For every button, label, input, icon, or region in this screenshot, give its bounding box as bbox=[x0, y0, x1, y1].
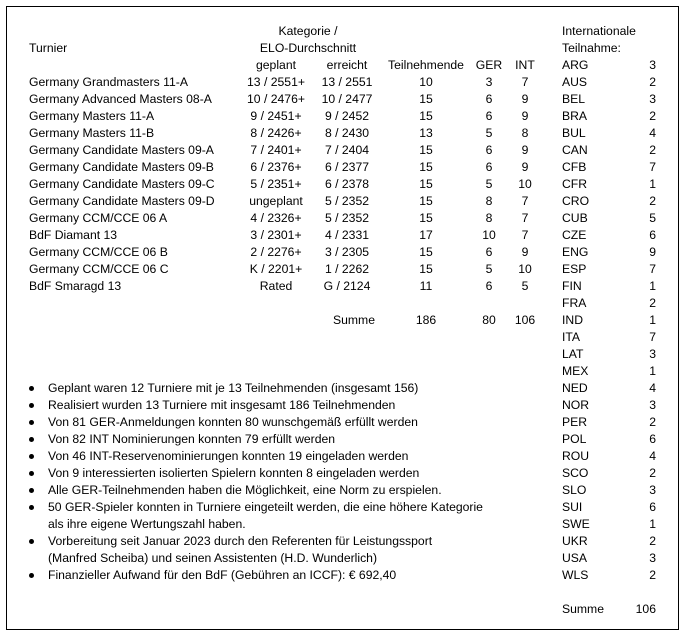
tournament-int: 9 bbox=[521, 109, 529, 123]
tournament-ger: 6 bbox=[485, 160, 493, 174]
bullet-icon bbox=[29, 471, 34, 476]
note-text: Finanzieller Aufwand für den BdF (Gebühren an ICCF): € 692,40 bbox=[48, 568, 397, 582]
tournament-geplant: 7 / 2401+ bbox=[250, 143, 302, 157]
tournament-erreicht: 13 / 2551 bbox=[321, 75, 373, 89]
country-code: CAN bbox=[562, 143, 588, 157]
tournament-erreicht: 6 / 2377 bbox=[324, 160, 370, 174]
tournament-geplant: ungeplant bbox=[249, 194, 303, 208]
country-count: 1 bbox=[649, 364, 656, 378]
tournament-name: Germany Masters 11-B bbox=[29, 126, 155, 140]
tournament-teilnehmende: 15 bbox=[419, 92, 433, 106]
country-code: UKR bbox=[562, 534, 588, 548]
country-code: NED bbox=[562, 381, 588, 395]
country-count: 3 bbox=[649, 483, 656, 497]
header-ger: GER bbox=[475, 58, 503, 72]
country-code: CUB bbox=[562, 211, 588, 225]
country-count: 1 bbox=[649, 279, 656, 293]
tournament-ger: 3 bbox=[485, 75, 493, 89]
tournament-teilnehmende: 11 bbox=[419, 279, 433, 293]
country-count: 2 bbox=[649, 415, 656, 429]
country-code: FRA bbox=[562, 296, 587, 310]
tournament-teilnehmende: 15 bbox=[419, 211, 433, 225]
country-code: WLS bbox=[562, 568, 589, 582]
note-text: Von 81 GER-Anmeldungen konnten 80 wunschgemäß erfüllt werden bbox=[48, 415, 418, 429]
summe-ger: 80 bbox=[482, 313, 496, 327]
tournament-geplant: 3 / 2301+ bbox=[250, 228, 302, 242]
tournament-int: 10 bbox=[518, 262, 532, 276]
country-code: CFB bbox=[562, 160, 587, 174]
tournament-name: Germany Candidate Masters 09-D bbox=[29, 194, 215, 208]
tournament-teilnehmende: 15 bbox=[419, 160, 433, 174]
country-code: CRO bbox=[562, 194, 590, 208]
tournament-ger: 8 bbox=[485, 194, 493, 208]
country-code: USA bbox=[562, 551, 588, 565]
tournament-teilnehmende: 17 bbox=[419, 228, 433, 242]
tournament-erreicht: 6 / 2378 bbox=[324, 177, 370, 191]
tournament-teilnehmende: 15 bbox=[419, 194, 433, 208]
country-count: 6 bbox=[649, 500, 656, 514]
country-code: MEX bbox=[562, 364, 589, 378]
tournament-ger: 6 bbox=[485, 143, 493, 157]
tournament-int: 9 bbox=[521, 245, 529, 259]
country-count: 2 bbox=[649, 109, 656, 123]
country-code: BUL bbox=[562, 126, 586, 140]
bullet-icon bbox=[29, 573, 34, 578]
tournament-name: Germany Candidate Masters 09-C bbox=[29, 177, 215, 191]
country-count: 7 bbox=[649, 262, 656, 276]
tournament-int: 9 bbox=[521, 92, 529, 106]
country-count: 2 bbox=[649, 75, 656, 89]
tournament-erreicht: 10 / 2477 bbox=[321, 92, 373, 106]
tournament-name: BdF Diamant 13 bbox=[29, 228, 118, 242]
tournament-geplant: 8 / 2426+ bbox=[250, 126, 302, 140]
country-code: ARG bbox=[562, 58, 589, 72]
country-count: 2 bbox=[649, 296, 656, 310]
country-code: BRA bbox=[562, 109, 588, 123]
country-count: 2 bbox=[649, 568, 656, 582]
tournament-name: Germany Grandmasters 11-A bbox=[29, 75, 188, 89]
tournament-geplant: 4 / 2326+ bbox=[250, 211, 302, 225]
tournament-int: 9 bbox=[521, 160, 529, 174]
note-text: Von 82 INT Nominierungen konnten 79 erfüllt werden bbox=[48, 432, 336, 446]
header-intl-line2: Teilnahme: bbox=[562, 41, 621, 55]
tournament-teilnehmende: 15 bbox=[419, 177, 433, 191]
tournament-erreicht: 4 / 2331 bbox=[324, 228, 370, 242]
tournament-geplant: 13 / 2551+ bbox=[247, 75, 305, 89]
country-count: 2 bbox=[649, 194, 656, 208]
tournament-int: 10 bbox=[518, 177, 532, 191]
tournament-name: Germany Candidate Masters 09-A bbox=[29, 143, 214, 157]
tournament-ger: 6 bbox=[485, 109, 493, 123]
tournament-teilnehmende: 15 bbox=[419, 109, 433, 123]
tournament-geplant: 9 / 2451+ bbox=[250, 109, 302, 123]
tournament-int: 7 bbox=[521, 75, 529, 89]
country-code: FIN bbox=[562, 279, 582, 293]
bullet-icon bbox=[29, 403, 34, 408]
countries-total-label: Summe bbox=[562, 602, 604, 616]
bullet-icon bbox=[29, 386, 34, 391]
bullet-icon bbox=[29, 420, 34, 425]
country-count: 3 bbox=[649, 398, 656, 412]
tournament-erreicht: 3 / 2305 bbox=[324, 245, 370, 259]
tournament-ger: 6 bbox=[485, 92, 493, 106]
tournament-ger: 10 bbox=[482, 228, 496, 242]
note-text: Geplant waren 12 Turniere mit je 13 Teilnehmenden (insgesamt 156) bbox=[48, 381, 419, 395]
country-count: 1 bbox=[649, 313, 656, 327]
country-count: 4 bbox=[649, 449, 656, 463]
bullet-icon bbox=[29, 454, 34, 459]
tournament-ger: 8 bbox=[485, 211, 493, 225]
tournament-int: 5 bbox=[521, 279, 529, 293]
header-int: INT bbox=[515, 58, 535, 72]
countries-total-value: 106 bbox=[635, 602, 656, 616]
tournament-teilnehmende: 10 bbox=[419, 75, 433, 89]
note-text: als ihre eigene Wertungszahl haben. bbox=[48, 517, 246, 531]
bullet-icon bbox=[29, 488, 34, 493]
header-turnier: Turnier bbox=[29, 41, 68, 55]
tournament-erreicht: 7 / 2404 bbox=[324, 143, 370, 157]
country-code: ESP bbox=[562, 262, 587, 276]
tournament-int: 7 bbox=[521, 211, 529, 225]
country-count: 3 bbox=[649, 347, 656, 361]
country-count: 1 bbox=[649, 177, 656, 191]
tournament-name: BdF Smaragd 13 bbox=[29, 279, 122, 293]
tournament-ger: 5 bbox=[485, 262, 493, 276]
country-count: 3 bbox=[649, 92, 656, 106]
country-count: 4 bbox=[649, 381, 656, 395]
note-text: Alle GER-Teilnehmenden haben die Möglichkeit, eine Norm zu erspielen. bbox=[48, 483, 442, 497]
country-code: NOR bbox=[562, 398, 590, 412]
tournament-teilnehmende: 15 bbox=[419, 143, 433, 157]
note-text: 50 GER-Spieler konnten in Turniere eingeteilt werden, die eine höhere Kategorie bbox=[48, 500, 483, 514]
bullet-icon bbox=[29, 505, 34, 510]
country-count: 7 bbox=[649, 160, 656, 174]
country-count: 6 bbox=[649, 432, 656, 446]
country-code: SWE bbox=[562, 517, 590, 531]
header-teilnehmende: Teilnehmende bbox=[388, 58, 464, 72]
tournament-int: 7 bbox=[521, 194, 529, 208]
country-code: SLO bbox=[562, 483, 587, 497]
tournament-geplant: Rated bbox=[259, 279, 293, 293]
tournament-geplant: K / 2201+ bbox=[249, 262, 303, 276]
country-count: 1 bbox=[649, 517, 656, 531]
country-code: ROU bbox=[562, 449, 590, 463]
tournament-ger: 5 bbox=[485, 177, 493, 191]
note-text: Vorbereitung seit Januar 2023 durch den Referenten für Leistungssport bbox=[48, 534, 433, 548]
tournament-erreicht: G / 2124 bbox=[323, 279, 371, 293]
country-count: 2 bbox=[649, 143, 656, 157]
summe-teilnehmende: 186 bbox=[415, 313, 437, 327]
country-count: 6 bbox=[649, 228, 656, 242]
summe-int: 106 bbox=[514, 313, 536, 327]
country-code: BEL bbox=[562, 92, 586, 106]
header-kategorie-line2: ELO-Durchschnitt bbox=[259, 41, 357, 55]
bullet-icon bbox=[29, 437, 34, 442]
country-count: 4 bbox=[649, 126, 656, 140]
country-count: 3 bbox=[649, 58, 656, 72]
country-count: 7 bbox=[649, 330, 656, 344]
tournament-ger: 6 bbox=[485, 279, 493, 293]
tournament-teilnehmende: 13 bbox=[419, 126, 433, 140]
tournament-erreicht: 8 / 2430 bbox=[324, 126, 370, 140]
tournament-erreicht: 5 / 2352 bbox=[324, 211, 370, 225]
tournament-geplant: 2 / 2276+ bbox=[250, 245, 302, 259]
note-text: (Manfred Scheiba) und seinen Assistenten (H.D. Wunderlich) bbox=[48, 551, 377, 565]
tournament-ger: 5 bbox=[485, 126, 493, 140]
note-text: Von 46 INT-Reservenominierungen konnten 19 eingeladen werden bbox=[48, 449, 409, 463]
country-code: CFR bbox=[562, 177, 588, 191]
country-code: ENG bbox=[562, 245, 589, 259]
header-kategorie-line1: Kategorie / bbox=[278, 24, 338, 38]
summe-label: Summe bbox=[333, 313, 375, 327]
tournament-name: Germany CCM/CCE 06 A bbox=[29, 211, 168, 225]
tournament-ger: 6 bbox=[485, 245, 493, 259]
tournament-teilnehmende: 15 bbox=[419, 262, 433, 276]
tournament-name: Germany Masters 11-A bbox=[29, 109, 155, 123]
country-code: SCO bbox=[562, 466, 589, 480]
country-count: 9 bbox=[649, 245, 656, 259]
bullet-icon bbox=[29, 539, 34, 544]
tournament-geplant: 6 / 2376+ bbox=[250, 160, 302, 174]
country-count: 3 bbox=[649, 551, 656, 565]
country-code: LAT bbox=[562, 347, 584, 361]
tournament-geplant: 10 / 2476+ bbox=[247, 92, 305, 106]
tournament-erreicht: 1 / 2262 bbox=[324, 262, 370, 276]
tournament-name: Germany Candidate Masters 09-B bbox=[29, 160, 214, 174]
note-text: Realisiert wurden 13 Turniere mit insgesamt 186 Teilnehmenden bbox=[48, 398, 396, 412]
country-code: IND bbox=[562, 313, 583, 327]
country-count: 2 bbox=[649, 534, 656, 548]
tournament-name: Germany CCM/CCE 06 C bbox=[29, 262, 169, 276]
tournament-name: Germany Advanced Masters 08-A bbox=[29, 92, 212, 106]
country-code: CZE bbox=[562, 228, 587, 242]
tournament-geplant: 5 / 2351+ bbox=[250, 177, 302, 191]
tournament-int: 9 bbox=[521, 143, 529, 157]
note-text: Von 9 interessierten isolierten Spielern konnten 8 eingeladen werden bbox=[48, 466, 420, 480]
header-intl-line1: Internationale bbox=[562, 24, 636, 38]
tournament-name: Germany CCM/CCE 06 B bbox=[29, 245, 168, 259]
tournament-int: 7 bbox=[521, 228, 529, 242]
tournament-erreicht: 9 / 2452 bbox=[324, 109, 370, 123]
tournament-teilnehmende: 15 bbox=[419, 245, 433, 259]
country-count: 2 bbox=[649, 466, 656, 480]
tournament-int: 8 bbox=[521, 126, 529, 140]
header-geplant: geplant bbox=[256, 58, 296, 72]
country-count: 5 bbox=[649, 211, 656, 225]
header-erreicht: erreicht bbox=[326, 58, 368, 72]
country-code: ITA bbox=[562, 330, 581, 344]
country-code: SUI bbox=[562, 500, 583, 514]
country-code: PER bbox=[562, 415, 588, 429]
tournament-erreicht: 5 / 2352 bbox=[324, 194, 370, 208]
country-code: POL bbox=[562, 432, 587, 446]
country-code: AUS bbox=[562, 75, 588, 89]
